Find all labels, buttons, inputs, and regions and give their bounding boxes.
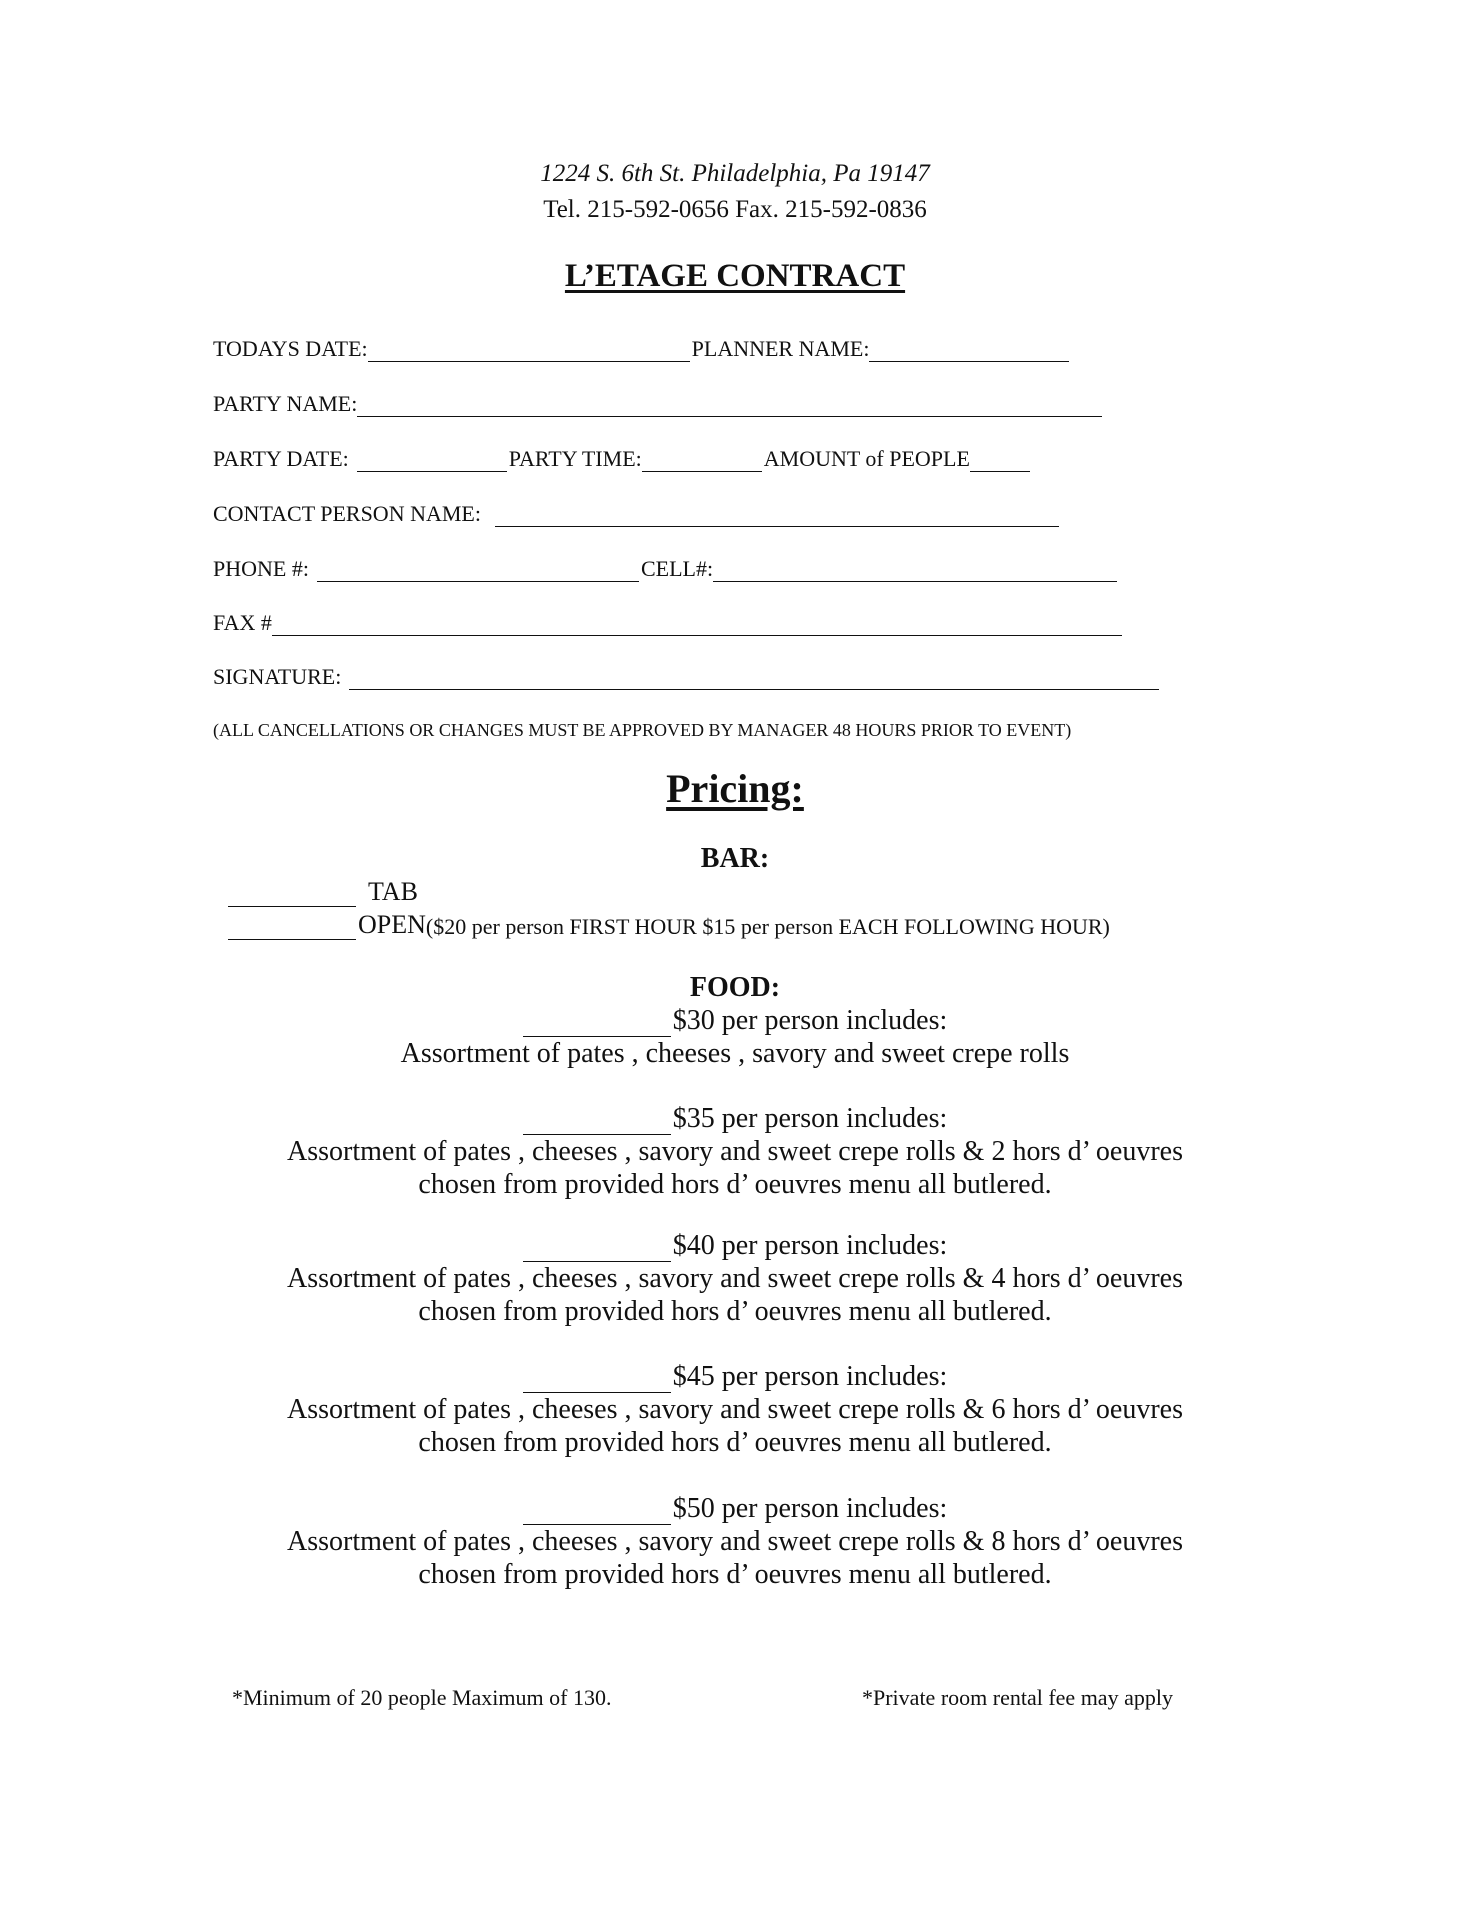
food-option-description: Assortment of pates , cheeses , savory and sweet crepe rolls & 4 hors d’ oeuvres <box>287 1263 1183 1294</box>
amount-people-label: AMOUNT of PEOPLE <box>763 446 970 471</box>
bar-tab-option <box>228 877 418 907</box>
food-option-description-2: chosen from provided hors d’ oeuvres menu all butlered. <box>418 1559 1052 1590</box>
bar-heading: BAR: <box>700 843 770 874</box>
food-option-description: Assortment of pates , cheeses , savory and sweet crepe rolls <box>400 1038 1070 1069</box>
planner-name-field[interactable] <box>869 339 1069 362</box>
food-option-blank[interactable] <box>523 1498 671 1525</box>
food-option-price: $45 per person includes: <box>672 1361 948 1392</box>
row-contact-person <box>213 501 1061 527</box>
fax-field[interactable] <box>272 613 1122 636</box>
planner-name-label: PLANNER NAME: <box>691 336 870 361</box>
row-fax <box>213 610 1124 636</box>
food-option-description-2: chosen from provided hors d’ oeuvres menu all butlered. <box>418 1296 1052 1327</box>
contact-person-label: CONTACT PERSON NAME: <box>213 501 481 526</box>
food-option-price: $40 per person includes: <box>672 1230 948 1261</box>
food-option <box>0 1103 1470 1201</box>
contract-title: L’ETAGE CONTRACT <box>564 258 906 294</box>
bar-open-detail: ($20 per person FIRST HOUR $15 per person EACH FOLLOWING HOUR) <box>425 914 1110 939</box>
food-option-price: $35 per person includes: <box>672 1103 948 1134</box>
food-option-description: Assortment of pates , cheeses , savory and sweet crepe rolls & 8 hors d’ oeuvres <box>287 1526 1183 1557</box>
row-date-planner <box>213 336 1071 362</box>
cell-field[interactable] <box>713 559 1117 582</box>
food-option-description-2: chosen from provided hors d’ oeuvres menu all butlered. <box>418 1427 1052 1458</box>
signature-field[interactable] <box>349 667 1159 690</box>
food-option-description-2: chosen from provided hors d’ oeuvres menu all butlered. <box>418 1169 1052 1200</box>
party-time-label: PARTY TIME: <box>508 446 642 471</box>
fax-label: FAX # <box>213 610 272 635</box>
todays-date-field[interactable] <box>368 339 690 362</box>
food-option <box>0 1005 1470 1070</box>
contact-person-field[interactable] <box>495 504 1059 527</box>
bar-open-blank[interactable] <box>228 915 356 940</box>
food-option-blank[interactable] <box>523 1108 671 1135</box>
party-time-field[interactable] <box>642 449 762 472</box>
food-heading: FOOD: <box>689 972 781 1003</box>
cancellation-note: (ALL CANCELLATIONS OR CHANGES MUST BE APPROVED BY MANAGER 48 HOURS PRIOR TO EVENT) <box>213 720 1072 740</box>
food-option-price: $30 per person includes: <box>672 1005 948 1036</box>
row-signature <box>213 664 1161 690</box>
food-option-blank[interactable] <box>523 1010 671 1037</box>
minimum-note: *Minimum of 20 people Maximum of 130. <box>232 1685 612 1710</box>
phone-fax: Tel. 215-592-0656 Fax. 215-592-0836 <box>543 196 927 223</box>
phone-field[interactable] <box>317 559 639 582</box>
party-name-label: PARTY NAME: <box>213 391 358 416</box>
food-option-blank[interactable] <box>523 1366 671 1393</box>
rental-note: *Private room rental fee may apply <box>862 1685 1173 1710</box>
cell-label: CELL#: <box>640 556 714 581</box>
food-option-blank[interactable] <box>523 1235 671 1262</box>
bar-open-option <box>228 910 1110 940</box>
todays-date-label: TODAYS DATE: <box>213 336 368 361</box>
address: 1224 S. 6th St. Philadelphia, Pa 19147 <box>540 160 930 187</box>
party-name-field[interactable] <box>357 394 1102 417</box>
food-option <box>0 1230 1470 1328</box>
food-option-price: $50 per person includes: <box>672 1493 948 1524</box>
party-date-field[interactable] <box>357 449 507 472</box>
bar-open-label: OPEN <box>358 910 426 939</box>
row-party-name <box>213 391 1104 417</box>
food-option-description: Assortment of pates , cheeses , savory and sweet crepe rolls & 6 hors d’ oeuvres <box>287 1394 1183 1425</box>
food-option <box>0 1361 1470 1459</box>
row-party-details <box>213 446 1032 472</box>
food-option <box>0 1493 1470 1591</box>
amount-people-field[interactable] <box>970 449 1030 472</box>
bar-tab-label: TAB <box>368 877 418 906</box>
party-date-label: PARTY DATE: <box>213 446 349 471</box>
row-phone-cell <box>213 556 1119 582</box>
bar-tab-blank[interactable] <box>228 882 356 907</box>
phone-label: PHONE #: <box>213 556 309 581</box>
food-option-description: Assortment of pates , cheeses , savory and sweet crepe rolls & 2 hors d’ oeuvres <box>287 1136 1183 1167</box>
pricing-heading: Pricing: <box>666 766 804 811</box>
signature-label: SIGNATURE: <box>213 664 342 689</box>
